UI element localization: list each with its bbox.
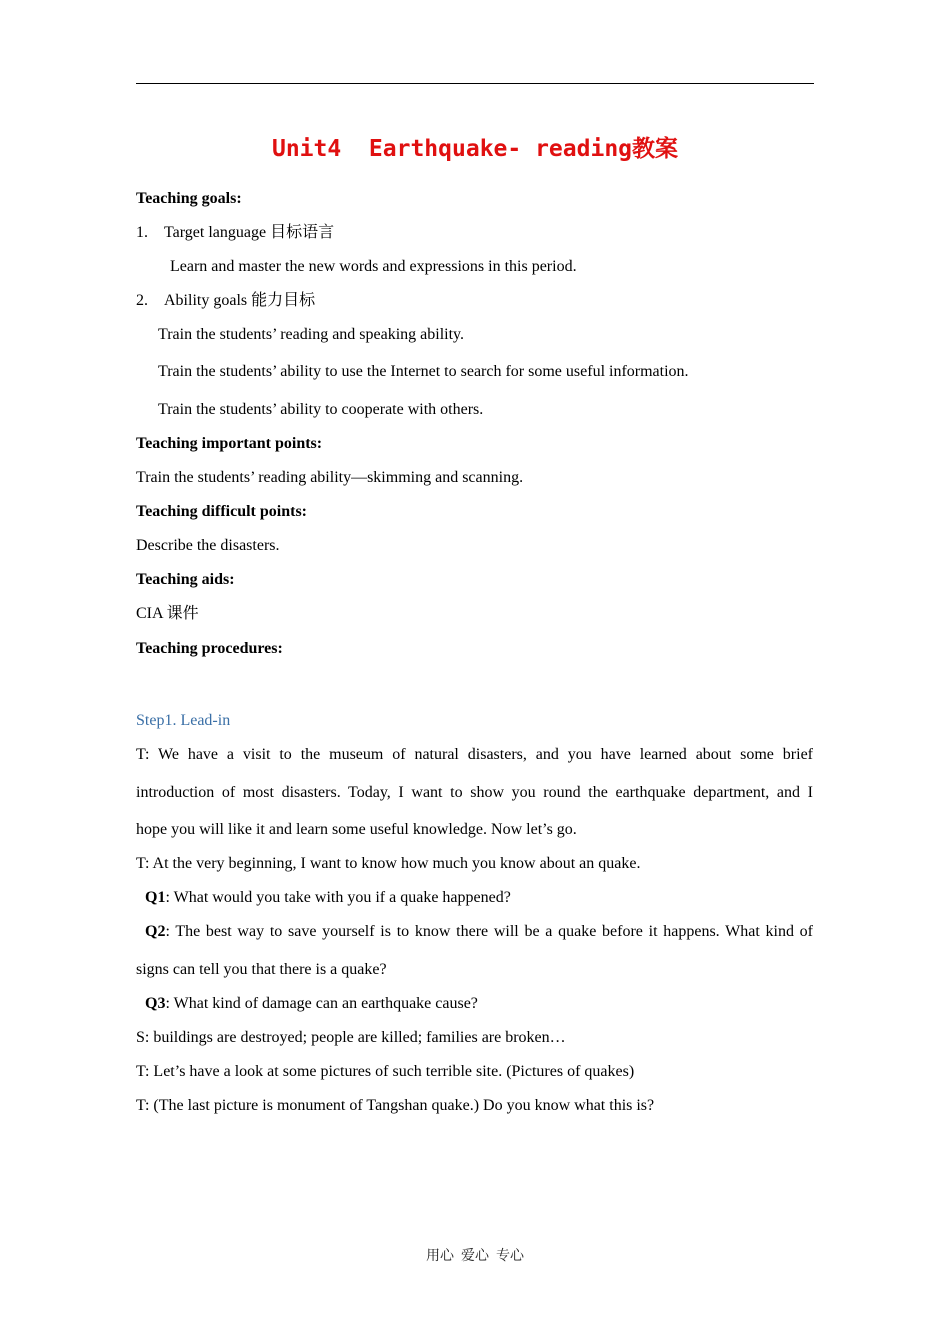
goal-item-label: Target language 目标语言 — [164, 224, 335, 241]
teaching-goals-heading: Teaching goals: — [136, 190, 242, 207]
teaching-aids-text: CIA 课件 — [136, 605, 199, 622]
difficult-points-text: Describe the disasters. — [136, 537, 280, 554]
paragraph-line: hope you will like it and learn some useful knowledge. Now let’s go. — [136, 821, 577, 838]
question-q1 — [145, 887, 511, 909]
step1-heading: Step1. Lead-in — [136, 712, 231, 729]
teacher-line: T: Let’s have a look at some pictures of such terrible site. (Pictures of quakes) — [136, 1063, 635, 1080]
important-points-heading: Teaching important points: — [136, 435, 323, 452]
teaching-procedures-heading: Teaching procedures: — [136, 640, 283, 657]
question-q2 — [145, 921, 813, 943]
paragraph-line: T: We have a visit to the museum of natural disasters, and you have learned about some brief — [136, 746, 813, 763]
teacher-line: T: At the very beginning, I want to know how much you know about an quake. — [136, 855, 641, 872]
ability-detail: Train the students’ ability to use the Internet to search for some useful information. — [158, 363, 689, 380]
goal-item-target-language — [136, 222, 334, 244]
question-label: Q3 — [145, 995, 166, 1012]
ability-detail: Train the students’ reading and speaking ability. — [158, 326, 465, 343]
paragraph-line: introduction of most disasters. Today, I want to show you round the earthquake department, and I — [136, 784, 813, 801]
question-q2-continuation: signs can tell you that there is a quake? — [136, 961, 387, 978]
ability-detail: Train the students’ ability to cooperate with others. — [158, 401, 484, 418]
header-rule — [136, 83, 814, 84]
goal-item-ability — [136, 290, 315, 312]
goal-item-label: Ability goals 能力目标 — [164, 292, 316, 309]
page-footer: 用心 爱心 专心 — [426, 1249, 524, 1264]
goal-item-number: 1. — [136, 224, 148, 241]
question-text: : What would you take with you if a quake happened? — [165, 889, 511, 906]
question-q3 — [145, 993, 478, 1015]
goal-item-detail: Learn and master the new words and expressions in this period. — [170, 258, 577, 275]
teacher-line: T: (The last picture is monument of Tangshan quake.) Do you know what this is? — [136, 1097, 655, 1114]
goal-item-number: 2. — [136, 292, 148, 309]
important-points-text: Train the students’ reading ability—skimming and scanning. — [136, 469, 524, 486]
difficult-points-heading: Teaching difficult points: — [136, 503, 307, 520]
document-title: Unit4 Earthquake- reading教案 — [271, 136, 679, 162]
teaching-aids-heading: Teaching aids: — [136, 571, 235, 588]
question-label: Q2 — [145, 923, 166, 940]
question-text: : The best way to save yourself is to know there will be a quake before it happens. What kind of — [165, 923, 813, 940]
question-text: : What kind of damage can an earthquake cause? — [165, 995, 478, 1012]
student-line: S: buildings are destroyed; people are killed; families are broken… — [136, 1029, 566, 1046]
question-label: Q1 — [145, 889, 166, 906]
